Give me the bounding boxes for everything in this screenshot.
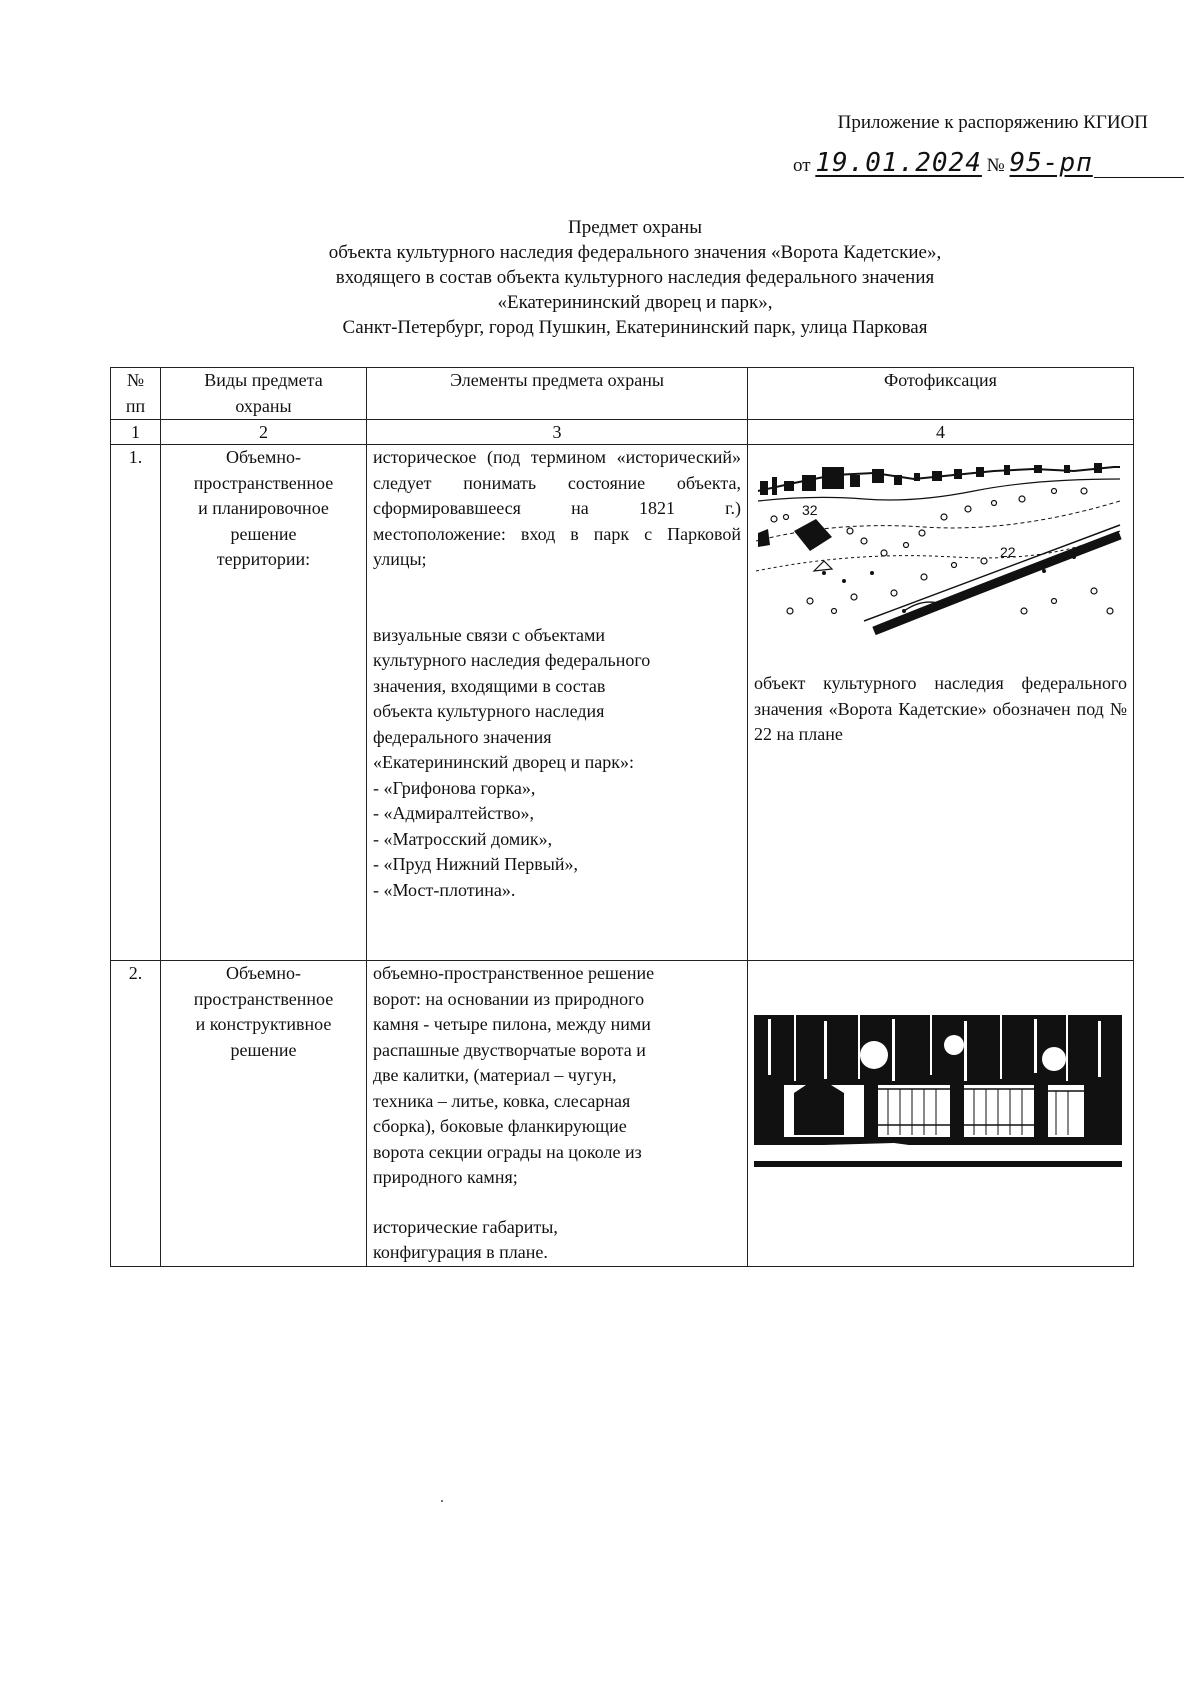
heading-line-2: объекта культурного наследия федерального значения «Ворота Кадетские», (328, 242, 942, 263)
annex-title: Приложение к распоряжению КГИОП (837, 112, 1148, 133)
protection-type: Объемно- пространственное и конструктивное решение (161, 961, 367, 1267)
column-number-row (111, 420, 1134, 445)
map-label-32: 32 (802, 502, 818, 518)
row-number: 2. (111, 961, 161, 1267)
heading-line-1: Предмет охраны (568, 217, 702, 238)
element-paragraph: исторические габариты, конфигурация в плане. (373, 1216, 558, 1262)
protection-table (110, 367, 1134, 1267)
protection-elements (367, 961, 748, 1267)
map-label-22: 22 (1000, 544, 1016, 560)
photo-fixation-cell (748, 961, 1134, 1267)
protection-type: Объемно- пространственное и планировочное решение территории: (161, 445, 367, 961)
list-item: - «Мост-плотина». (373, 879, 516, 900)
element-paragraph: визуальные связи с объектами культурного наследия федерального значения, входящими в состав объекта культурного наследия федерального значения «Екатерининский дворец и парк»: - «Грифонова горка», - «Адмиралтейство», - «Матросский домик», - «Пруд Нижний Первый», - «Мост-плотина». (373, 623, 741, 904)
element-paragraph: историческое (под термином «исторический» следует понимать состояние объекта, сформировавшееся на 1821 г.) местоположение: вход в парк с Парковой улицы; (373, 447, 741, 569)
document-heading (0, 215, 1200, 340)
column-number: 2 (161, 420, 367, 445)
site-plan-image (754, 461, 1122, 643)
element-paragraph: объемно-пространственное решение ворот: на основании из природного камня - четыре пилона, между ними распашные двустворчатые ворота и две калитки, (материал – чугун, техника – литье, ковка, слесарная сборка), боковые фланкирующие ворота секции ограды на цоколе из природного камня; (373, 963, 655, 1187)
number-sign: № (986, 155, 1005, 176)
header-elements: Элементы предмета охраны (367, 368, 748, 420)
photo-fixation-cell (748, 445, 1134, 961)
table-row (111, 961, 1134, 1267)
column-number: 1 (111, 420, 161, 445)
underline-rule (1094, 177, 1184, 178)
column-number: 3 (367, 420, 748, 445)
header-photo: Фотофиксация (748, 368, 1134, 420)
column-number: 4 (748, 420, 1134, 445)
heading-line-3: входящего в состав объекта культурного наследия федерального значения (335, 267, 935, 288)
heading-line-4: «Екатерининский дворец и парк», (497, 292, 773, 313)
date-prefix: от (793, 155, 811, 176)
number-value: 95-рп (1009, 148, 1093, 178)
header-num: № пп (111, 368, 161, 420)
list-item: - «Пруд Нижний Первый», (373, 854, 578, 874)
protection-elements (367, 445, 748, 961)
table-header-row (111, 368, 1134, 420)
list-item: - «Адмиралтейство», (373, 803, 535, 823)
date-value: 19.01.2024 (815, 148, 982, 178)
gate-photo-image (754, 1015, 1122, 1167)
photo-caption: объект культурного наследия федерального значения «Ворота Кадетские» обозначен под № 22 на плане (754, 673, 1127, 744)
header-type: Виды предмета охраны (161, 368, 367, 420)
row-number: 1. (111, 445, 161, 961)
scan-speck (441, 1500, 443, 1502)
table-row (111, 445, 1134, 961)
heading-line-5: Санкт-Петербург, город Пушкин, Екатерининский парк, улица Парковая (342, 317, 928, 338)
annex-date-line (793, 148, 1184, 178)
list-item: - «Матросский домик», (373, 828, 553, 849)
list-item: - «Грифонова горка», (373, 777, 536, 798)
